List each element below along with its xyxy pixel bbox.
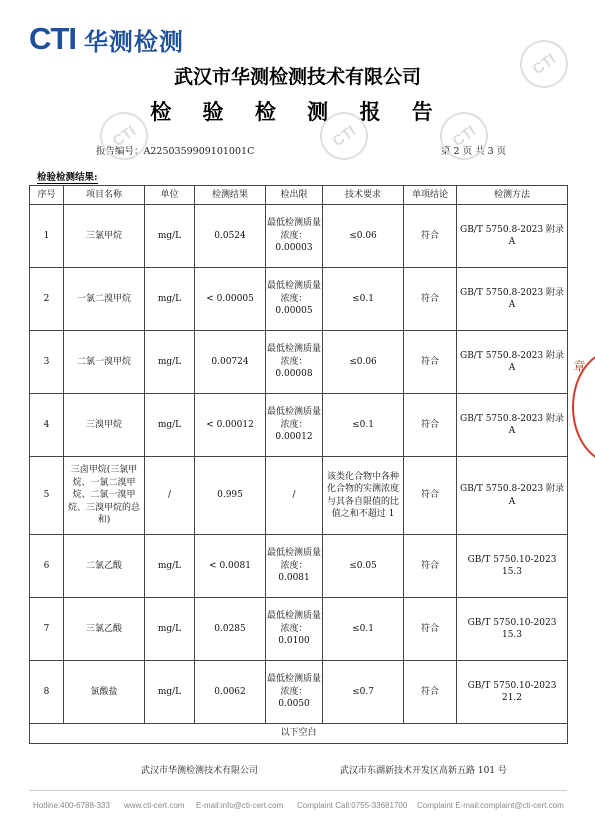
footer-complaint-call: Complaint Call:0755-33681700 [297, 801, 408, 810]
cell-result: 0.0062 [195, 661, 266, 724]
cell-no: 2 [30, 268, 64, 331]
cell-unit: mg/L [145, 535, 195, 598]
company-name: 武汉市华测检测技术有限公司 [173, 66, 421, 88]
results-table [29, 185, 568, 744]
watermark-stamp: CTI [431, 103, 498, 170]
cell-detection-limit: 最低检测质量浓度：0.00008 [266, 331, 323, 394]
cell-no: 6 [30, 535, 64, 598]
cell-requirement: 该类化合物中各种化合物的实测浓度与其各自限值的比值之和不超过 1 [323, 457, 404, 535]
table-row [30, 205, 568, 268]
cell-result: 0.0524 [195, 205, 266, 268]
header-no: 序号 [30, 186, 64, 205]
cell-result: < 0.00005 [195, 268, 266, 331]
cell-no: 8 [30, 661, 64, 724]
seal-text: 章 [572, 360, 586, 372]
cell-conclusion: 符合 [404, 394, 457, 457]
cell-requirement: ≤0.7 [323, 661, 404, 724]
table-row [30, 661, 568, 724]
cell-method: GB/T 5750.8-2023 附录 A [457, 331, 568, 394]
footer-address: 武汉市东湖新技术开发区高新五路 101 号 [340, 766, 507, 776]
footer-email[interactable]: E-mail:info@cti-cert.com [196, 801, 284, 810]
header-detection-limit: 检出限 [266, 186, 323, 205]
cell-item-name: 二氯一溴甲烷 [64, 331, 145, 394]
cell-detection-limit: 最低检测质量浓度：0.0100 [266, 598, 323, 661]
header-conclusion: 单项结论 [404, 186, 457, 205]
cell-detection-limit: 最低检测质量浓度：0.0081 [266, 535, 323, 598]
page-indicator: 第 2 页 共 3 页 [441, 146, 507, 157]
table-row [30, 394, 568, 457]
footer-divider [29, 790, 567, 791]
cell-conclusion: 符合 [404, 598, 457, 661]
cell-method: GB/T 5750.8-2023 附录 A [457, 457, 568, 535]
watermark-stamp: CTI [311, 103, 378, 170]
table-row [30, 457, 568, 535]
watermark-stamp: CTI [91, 103, 158, 170]
cell-detection-limit: 最低检测质量浓度：0.00012 [266, 394, 323, 457]
cell-result: 0.00724 [195, 331, 266, 394]
header-unit: 单位 [145, 186, 195, 205]
table-header-row [30, 186, 568, 205]
cell-requirement: ≤0.1 [323, 268, 404, 331]
cell-unit: mg/L [145, 661, 195, 724]
table-row [30, 268, 568, 331]
table-row [30, 331, 568, 394]
cell-unit: mg/L [145, 394, 195, 457]
blank-note: 以下空白 [30, 724, 568, 744]
cell-unit: / [145, 457, 195, 535]
cell-no: 4 [30, 394, 64, 457]
cti-logo [29, 22, 184, 56]
cell-item-name: 氯酸盐 [64, 661, 145, 724]
cell-no: 3 [30, 331, 64, 394]
cell-item-name: 三溴甲烷 [64, 394, 145, 457]
cell-method: GB/T 5750.10-2023 15.3 [457, 535, 568, 598]
report-title: 检 验 检 测 报 告 [150, 100, 445, 124]
footer-website[interactable]: www.cti-cert.com [124, 801, 185, 810]
cell-detection-limit: 最低检测质量浓度：0.0050 [266, 661, 323, 724]
footer-complaint-email[interactable]: Complaint E-mail:complaint@cti-cert.com [417, 801, 564, 810]
watermark-stamp: CTI [511, 31, 578, 98]
cell-conclusion: 符合 [404, 331, 457, 394]
cell-requirement: ≤0.1 [323, 598, 404, 661]
cell-method: GB/T 5750.8-2023 附录 A [457, 268, 568, 331]
cell-conclusion: 符合 [404, 535, 457, 598]
cell-unit: mg/L [145, 205, 195, 268]
table-row-blank [30, 724, 568, 744]
cell-no: 1 [30, 205, 64, 268]
cell-result: 0.995 [195, 457, 266, 535]
cell-detection-limit: 最低检测质量浓度：0.00003 [266, 205, 323, 268]
report-number: 报告编号：A2250359909101001C [96, 146, 255, 157]
cell-unit: mg/L [145, 268, 195, 331]
cell-unit: mg/L [145, 598, 195, 661]
cell-requirement: ≤0.06 [323, 205, 404, 268]
cell-result: 0.0285 [195, 598, 266, 661]
cell-result: < 0.00012 [195, 394, 266, 457]
cell-no: 5 [30, 457, 64, 535]
cell-requirement: ≤0.06 [323, 331, 404, 394]
cell-method: GB/T 5750.10-2023 15.3 [457, 598, 568, 661]
footer-hotline: Hotline:400-6788-333 [33, 801, 110, 810]
cell-detection-limit: / [266, 457, 323, 535]
header-result: 检测结果 [195, 186, 266, 205]
cell-item-name: 三卤甲烷(三氯甲烷、一氯二溴甲烷、二氯一溴甲烷、三溴甲烷的总和) [64, 457, 145, 535]
logo-cti-text: CTI [29, 21, 76, 56]
header-item-name: 项目名称 [64, 186, 145, 205]
cell-conclusion: 符合 [404, 205, 457, 268]
cell-unit: mg/L [145, 331, 195, 394]
table-row [30, 535, 568, 598]
header-method: 检测方法 [457, 186, 568, 205]
cell-result: < 0.0081 [195, 535, 266, 598]
logo-cn-text: 华测检测 [83, 27, 184, 56]
table-row [30, 598, 568, 661]
cell-item-name: 二氯乙酸 [64, 535, 145, 598]
cell-conclusion: 符合 [404, 268, 457, 331]
cell-item-name: 一氯二溴甲烷 [64, 268, 145, 331]
cell-conclusion: 符合 [404, 661, 457, 724]
cell-method: GB/T 5750.8-2023 附录 A [457, 205, 568, 268]
section-title: 检验检测结果: [37, 169, 98, 183]
cell-method: GB/T 5750.10-2023 21.2 [457, 661, 568, 724]
cell-item-name: 三氯甲烷 [64, 205, 145, 268]
cell-requirement: ≤0.1 [323, 394, 404, 457]
cell-item-name: 三氯乙酸 [64, 598, 145, 661]
cell-method: GB/T 5750.8-2023 附录 A [457, 394, 568, 457]
cell-conclusion: 符合 [404, 457, 457, 535]
cell-requirement: ≤0.05 [323, 535, 404, 598]
cell-detection-limit: 最低检测质量浓度：0.00005 [266, 268, 323, 331]
cell-no: 7 [30, 598, 64, 661]
footer-company: 武汉市华测检测技术有限公司 [141, 766, 259, 776]
header-requirement: 技术要求 [323, 186, 404, 205]
